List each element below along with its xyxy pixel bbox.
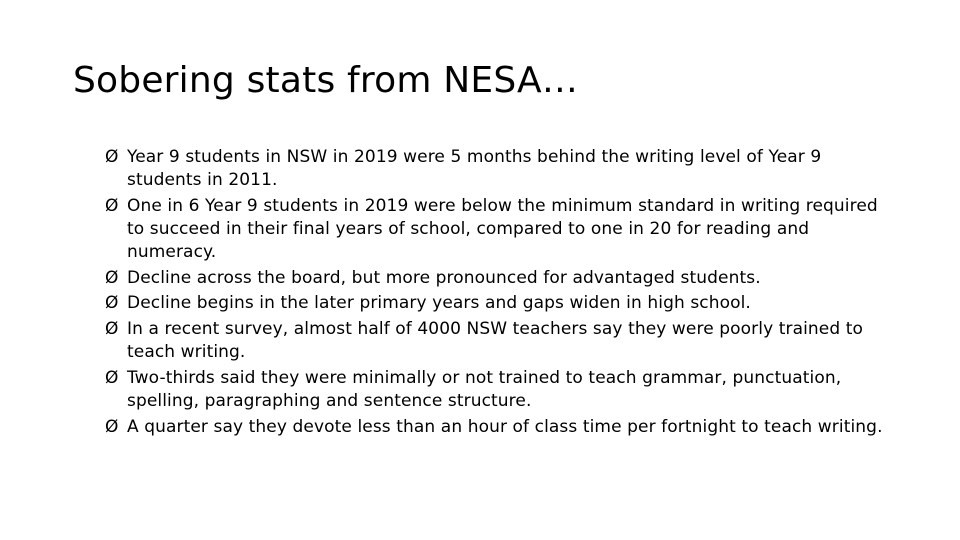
bullet-item <box>105 367 895 413</box>
bullet-item <box>105 318 895 364</box>
bullet-text: In a recent survey, almost half of 4000 NSW teachers say they were poorly trained to teach writing. <box>127 318 864 363</box>
bullet-text: Decline begins in the later primary years and gaps widen in high school. <box>127 293 751 314</box>
bullet-text: Two-thirds said they were minimally or not trained to teach grammar, punctuation, spelling, paragraphing and sentence structure. <box>127 367 842 411</box>
slide-title: Sobering stats from NESA… <box>73 60 579 101</box>
bullet-list <box>105 146 895 441</box>
bullet-text: Decline across the board, but more pronounced for advantaged students. <box>127 267 761 288</box>
bullet-item <box>105 267 895 290</box>
arrow-bullet-icon: Ø <box>105 195 119 216</box>
bullet-item <box>105 146 895 192</box>
bullet-text: Year 9 students in NSW in 2019 were 5 months behind the writing level of Year 9 students in 2011. <box>127 147 822 191</box>
bullet-item <box>105 195 895 265</box>
bullet-text: A quarter say they devote less than an hour of class time per fortnight to teach writing. <box>127 416 883 437</box>
bullet-item <box>105 416 895 439</box>
arrow-bullet-icon: Ø <box>105 367 119 388</box>
bullet-item <box>105 292 895 315</box>
arrow-bullet-icon: Ø <box>105 267 119 288</box>
arrow-bullet-icon: Ø <box>105 318 119 339</box>
arrow-bullet-icon: Ø <box>105 416 119 437</box>
arrow-bullet-icon: Ø <box>105 147 119 167</box>
bullet-text: One in 6 Year 9 students in 2019 were below the minimum standard in writing required to succeed in their final years of school, compared to one in 20 for reading and numeracy. <box>127 195 878 263</box>
arrow-bullet-icon: Ø <box>105 293 119 314</box>
